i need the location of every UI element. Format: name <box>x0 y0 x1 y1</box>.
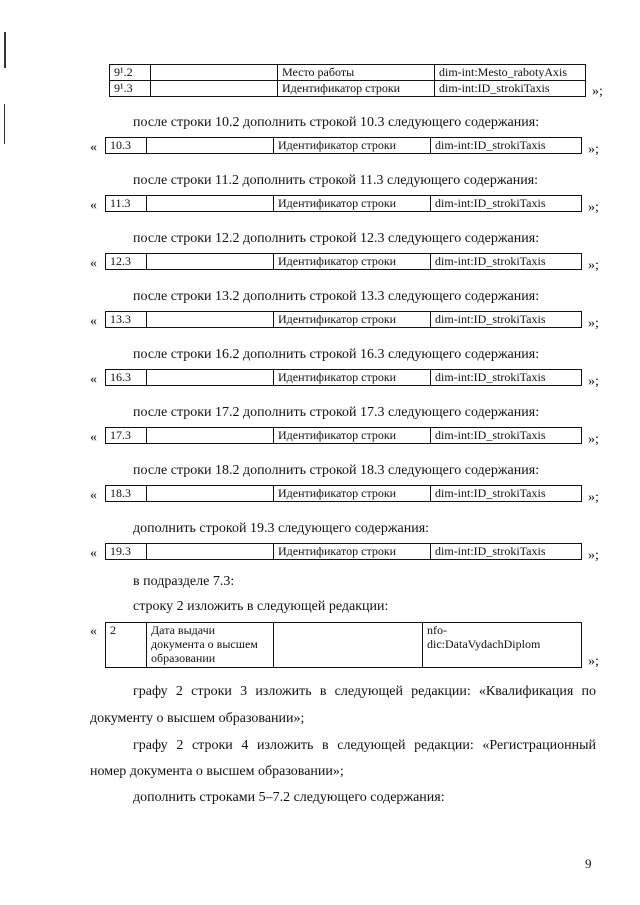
amendment-instruction: дополнить строкой 19.3 следующего содержания: <box>133 521 430 536</box>
opening-quote: « <box>90 314 97 329</box>
row-number: 13.3 <box>106 312 147 328</box>
row-number: 17.3 <box>106 428 147 444</box>
row-name-line: образовании <box>151 651 216 665</box>
row-code: dim-int:ID_strokiTaxis <box>431 486 582 502</box>
amendment-table <box>105 369 582 386</box>
empty-cell <box>151 81 278 97</box>
empty-cell <box>147 254 274 270</box>
amendment-instruction: после строки 12.2 дополнить строкой 12.3 следующего содержания: <box>133 231 540 246</box>
closing-quote: »; <box>588 374 599 389</box>
row-code: dim-int:ID_strokiTaxis <box>435 81 586 97</box>
amendment-table <box>105 427 582 444</box>
empty-cell <box>147 544 274 560</box>
table-row <box>110 65 586 81</box>
top-table <box>109 64 586 97</box>
empty-cell <box>147 486 274 502</box>
row-number: 11.3 <box>106 196 147 212</box>
row2-table <box>105 622 582 668</box>
table-row <box>106 428 582 444</box>
opening-quote: « <box>90 624 97 639</box>
amendment-instruction: после строки 16.2 дополнить строкой 16.3 следующего содержания: <box>133 347 540 362</box>
empty-cell <box>274 623 423 668</box>
amendment-instruction: после строки 18.2 дополнить строкой 18.3 следующего содержания: <box>133 463 540 478</box>
amendment-instruction: после строки 11.2 дополнить строкой 11.3 следующего содержания: <box>133 173 539 188</box>
scan-margin-mark-bottom <box>4 104 5 144</box>
table-row <box>106 312 582 328</box>
row-number: 9¹.3 <box>110 81 151 97</box>
closing-quote: »; <box>588 490 599 505</box>
row-name <box>147 623 274 668</box>
empty-cell <box>147 138 274 154</box>
subsection-heading: в подразделе 7.3: <box>133 574 235 589</box>
amendment-table <box>105 253 582 270</box>
table-row <box>106 196 582 212</box>
table-row <box>106 370 582 386</box>
opening-quote: « <box>90 430 97 445</box>
closing-quote: »; <box>588 548 599 563</box>
table-row <box>106 544 582 560</box>
page-number: 9 <box>585 856 592 871</box>
amendment-table <box>105 311 582 328</box>
empty-cell <box>147 196 274 212</box>
row-name-line: Дата выдачи <box>151 623 216 637</box>
paragraph-col2-row4-line1: графу 2 строки 4 изложить в следующей редакции: «Регистрационный <box>133 738 596 753</box>
row-code: dim-int:ID_strokiTaxis <box>431 428 582 444</box>
table-row <box>106 254 582 270</box>
row-name: Место работы <box>278 65 435 81</box>
amendment-instruction: после строки 17.2 дополнить строкой 17.3 следующего содержания: <box>133 405 540 420</box>
opening-quote: « <box>90 372 97 387</box>
closing-quote: »; <box>592 84 603 99</box>
amendment-table <box>105 543 582 560</box>
row-name: Идентификатор строки <box>274 428 431 444</box>
row-name: Идентификатор строки <box>274 544 431 560</box>
scan-margin-mark-top <box>4 32 6 68</box>
table-row <box>106 138 582 154</box>
table-row <box>106 486 582 502</box>
amendment-table <box>105 137 582 154</box>
paragraph-col2-row3-line2: документу о высшем образовании»; <box>90 711 305 726</box>
amendment-table <box>105 195 582 212</box>
row-code: dim-int:Mesto_rabotyAxis <box>435 65 586 81</box>
empty-cell <box>147 428 274 444</box>
closing-quote: »; <box>588 200 599 215</box>
row-name: Идентификатор строки <box>274 486 431 502</box>
row-number: 19.3 <box>106 544 147 560</box>
row-name: Идентификатор строки <box>274 196 431 212</box>
opening-quote: « <box>90 256 97 271</box>
row-code: dim-int:ID_strokiTaxis <box>431 544 582 560</box>
closing-quote: »; <box>588 258 599 273</box>
row-code: dim-int:ID_strokiTaxis <box>431 254 582 270</box>
closing-quote: »; <box>588 654 599 669</box>
row-code: dim-int:ID_strokiTaxis <box>431 370 582 386</box>
row-name: Идентификатор строки <box>278 81 435 97</box>
opening-quote: « <box>90 198 97 213</box>
opening-quote: « <box>90 546 97 561</box>
row-number: 9¹.2 <box>110 65 151 81</box>
row-number: 12.3 <box>106 254 147 270</box>
row-code: dim-int:ID_strokiTaxis <box>431 196 582 212</box>
empty-cell <box>151 65 278 81</box>
closing-quote: »; <box>588 142 599 157</box>
opening-quote: « <box>90 488 97 503</box>
empty-cell <box>147 312 274 328</box>
row-code: dim-int:ID_strokiTaxis <box>431 312 582 328</box>
table-row <box>106 623 582 668</box>
row-name: Идентификатор строки <box>274 138 431 154</box>
row-code-line: nfo- <box>427 623 447 637</box>
row-number: 16.3 <box>106 370 147 386</box>
paragraph-col2-row4-line2: номер документа о высшем образовании»; <box>90 764 344 779</box>
row-name: Идентификатор строки <box>274 312 431 328</box>
amendment-instruction: после строки 10.2 дополнить строкой 10.3 следующего содержания: <box>133 115 540 130</box>
row-name: Идентификатор строки <box>274 254 431 270</box>
opening-quote: « <box>90 140 97 155</box>
row-code-line: dic:DataVydachDiplom <box>427 637 541 651</box>
closing-quote: »; <box>588 316 599 331</box>
row-number: 18.3 <box>106 486 147 502</box>
row-name: Идентификатор строки <box>274 370 431 386</box>
paragraph-col2-row3-line1: графу 2 строки 3 изложить в следующей редакции: «Квалификация по <box>133 684 596 699</box>
row-code: dim-int:ID_strokiTaxis <box>431 138 582 154</box>
empty-cell <box>147 370 274 386</box>
row-code <box>423 623 582 668</box>
row-name-line: документа о высшем <box>151 637 258 651</box>
row-number: 10.3 <box>106 138 147 154</box>
final-instruction: дополнить строками 5–7.2 следующего содержания: <box>133 790 445 805</box>
table-row <box>110 81 586 97</box>
amendment-table <box>105 485 582 502</box>
closing-quote: »; <box>588 432 599 447</box>
row-number: 2 <box>106 623 147 668</box>
row2-instruction: строку 2 изложить в следующей редакции: <box>133 599 389 614</box>
amendment-instruction: после строки 13.2 дополнить строкой 13.3 следующего содержания: <box>133 289 540 304</box>
